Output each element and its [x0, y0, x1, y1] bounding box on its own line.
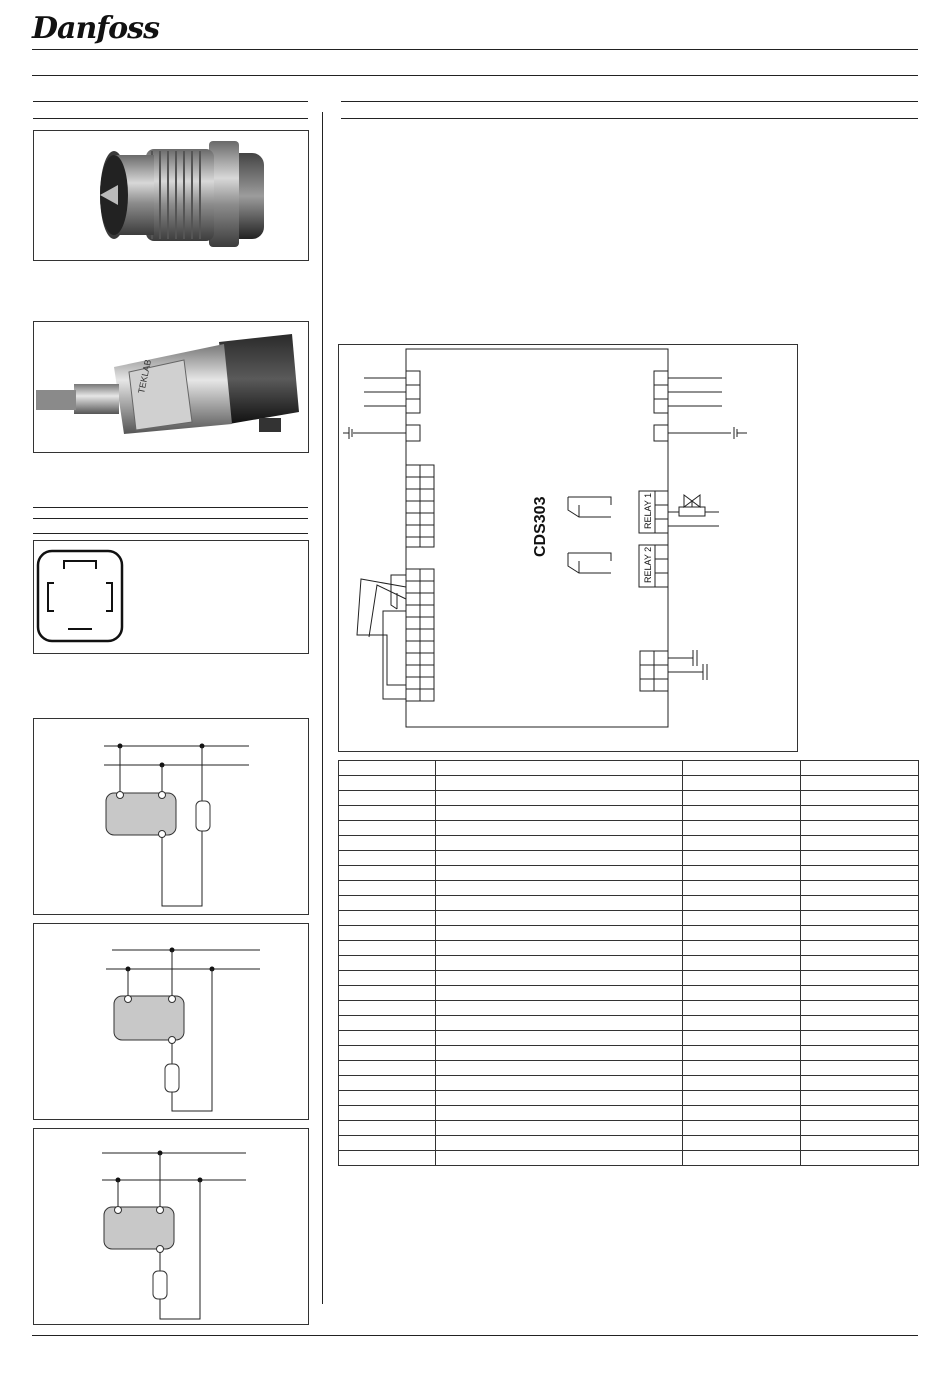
table-row [339, 761, 919, 776]
terminal-table [338, 760, 919, 1166]
header-rule-top [32, 49, 918, 50]
table-cell [801, 986, 919, 1001]
table-cell [683, 896, 801, 911]
table-cell [683, 1106, 801, 1121]
wiring-diagram-1 [33, 718, 309, 915]
table-row [339, 911, 919, 926]
table-cell [801, 1106, 919, 1121]
table-cell [801, 896, 919, 911]
table-cell [339, 1031, 436, 1046]
table-cell [683, 806, 801, 821]
table-cell [801, 1061, 919, 1076]
wiring-diagram-2 [33, 923, 309, 1120]
photo-frame-transmitter [33, 321, 309, 453]
table-cell [339, 1061, 436, 1076]
table-cell [801, 1151, 919, 1166]
table-row [339, 1091, 919, 1106]
right-section-rule-2 [341, 118, 918, 119]
table-cell [436, 806, 683, 821]
table-cell [801, 761, 919, 776]
table-cell [683, 1061, 801, 1076]
table-cell [801, 776, 919, 791]
table-cell [339, 941, 436, 956]
table-cell [801, 1091, 919, 1106]
table-cell [339, 1076, 436, 1091]
table-row [339, 896, 919, 911]
table-cell [339, 1151, 436, 1166]
din-connector-drawing [34, 541, 308, 653]
table-cell [801, 911, 919, 926]
valve-symbol [679, 495, 705, 516]
table-cell [436, 1151, 683, 1166]
table-row [339, 821, 919, 836]
table-cell [339, 761, 436, 776]
table-cell [683, 941, 801, 956]
table-cell [436, 761, 683, 776]
header-rule-bottom [32, 75, 918, 76]
table-row [339, 971, 919, 986]
table-row [339, 926, 919, 941]
terminal-block-lower [406, 569, 434, 701]
table-cell [801, 1046, 919, 1061]
table-cell [339, 866, 436, 881]
table-cell [436, 926, 683, 941]
table-cell [339, 986, 436, 1001]
table-cell [801, 1031, 919, 1046]
connector-section-rule-2 [33, 518, 308, 519]
table-cell [339, 1001, 436, 1016]
footer-rule [32, 1335, 918, 1336]
table-cell [436, 1016, 683, 1031]
column-divider [322, 112, 323, 1304]
table-cell [683, 821, 801, 836]
table-cell [339, 806, 436, 821]
table-cell [683, 1091, 801, 1106]
table-cell [339, 791, 436, 806]
table-row [339, 941, 919, 956]
table-cell [801, 851, 919, 866]
table-cell [436, 971, 683, 986]
table-row [339, 866, 919, 881]
table-row [339, 1136, 919, 1151]
model-label: CDS303 [532, 496, 549, 557]
ground-symbol-left [343, 427, 352, 439]
table-cell [683, 956, 801, 971]
relay-2-label: RELAY 2 [643, 546, 653, 583]
table-cell [683, 986, 801, 1001]
table-cell [436, 986, 683, 1001]
table-cell [801, 1001, 919, 1016]
relay-1-label: RELAY 1 [643, 492, 653, 529]
table-cell [683, 971, 801, 986]
cds303-terminal-diagram [339, 345, 797, 751]
table-cell [801, 791, 919, 806]
table-cell [801, 926, 919, 941]
table-cell [683, 1001, 801, 1016]
table-cell [436, 896, 683, 911]
table-cell [339, 926, 436, 941]
table-cell [801, 806, 919, 821]
relay-contact-symbol-input [357, 575, 406, 699]
table-row [339, 1151, 919, 1166]
table-row [339, 1106, 919, 1121]
table-cell [436, 1031, 683, 1046]
table-cell [801, 956, 919, 971]
table-cell [683, 926, 801, 941]
table-row [339, 791, 919, 806]
connector-frame [33, 540, 309, 654]
table-row [339, 836, 919, 851]
table-cell [436, 941, 683, 956]
terminal-block-upper [406, 465, 434, 547]
table-cell [683, 836, 801, 851]
table-row [339, 806, 919, 821]
table-cell [683, 1076, 801, 1091]
table-cell [339, 1136, 436, 1151]
table-cell [683, 866, 801, 881]
table-cell [339, 956, 436, 971]
table-cell [683, 911, 801, 926]
table-cell [436, 866, 683, 881]
table-cell [436, 1121, 683, 1136]
table-cell [339, 1121, 436, 1136]
table-cell [436, 851, 683, 866]
table-cell [683, 1031, 801, 1046]
table-cell [683, 881, 801, 896]
table-cell [339, 911, 436, 926]
table-cell [683, 761, 801, 776]
table-cell [436, 821, 683, 836]
transmitter-photo [34, 322, 308, 452]
table-cell [436, 956, 683, 971]
pressure-fitting-photo [34, 131, 308, 260]
table-row [339, 1076, 919, 1091]
table-cell [801, 821, 919, 836]
table-cell [436, 881, 683, 896]
table-cell [436, 911, 683, 926]
two-wire-wiring [34, 719, 308, 914]
table-cell [801, 1121, 919, 1136]
table-cell [436, 791, 683, 806]
table-cell [436, 1091, 683, 1106]
table-cell [683, 1046, 801, 1061]
table-cell [801, 1076, 919, 1091]
table-cell [801, 866, 919, 881]
left-section-rule [33, 101, 308, 102]
table-cell [436, 1106, 683, 1121]
terminal-table-body [339, 761, 919, 1166]
table-cell [339, 1046, 436, 1061]
table-cell [683, 791, 801, 806]
table-cell [683, 851, 801, 866]
table-cell [683, 1016, 801, 1031]
table-cell [436, 1136, 683, 1151]
table-cell [683, 1151, 801, 1166]
connector-section-rule [33, 507, 308, 508]
table-cell [683, 1121, 801, 1136]
table-cell [339, 1091, 436, 1106]
table-cell [683, 1136, 801, 1151]
danfoss-logo: Danfoss [32, 11, 159, 46]
table-cell [801, 881, 919, 896]
table-cell [339, 776, 436, 791]
table-cell [436, 776, 683, 791]
table-cell [436, 1001, 683, 1016]
cds303-diagram-frame [338, 344, 798, 752]
table-cell [339, 881, 436, 896]
table-cell [339, 896, 436, 911]
right-section-rule [341, 101, 918, 102]
table-cell [339, 1016, 436, 1031]
capacitor-symbol [668, 650, 707, 680]
table-row [339, 1016, 919, 1031]
table-cell [801, 971, 919, 986]
table-row [339, 776, 919, 791]
ground-symbol-right [734, 427, 747, 439]
table-cell [801, 1016, 919, 1031]
photo-frame-fitting [33, 130, 309, 261]
table-row [339, 1061, 919, 1076]
table-cell [339, 971, 436, 986]
table-row [339, 1046, 919, 1061]
table-cell [801, 941, 919, 956]
table-cell [339, 851, 436, 866]
table-cell [801, 1136, 919, 1151]
table-row [339, 1121, 919, 1136]
svg-text:TEKLAB: TEKLAB [136, 358, 154, 395]
table-row [339, 1031, 919, 1046]
table-cell [436, 1076, 683, 1091]
table-cell [339, 821, 436, 836]
left-section-rule-2 [33, 118, 308, 119]
table-row [339, 986, 919, 1001]
table-row [339, 851, 919, 866]
table-row [339, 956, 919, 971]
table-cell [339, 1106, 436, 1121]
table-cell [436, 1046, 683, 1061]
table-cell [339, 836, 436, 851]
three-wire-wiring-a [34, 924, 308, 1119]
table-cell [683, 776, 801, 791]
table-cell [436, 836, 683, 851]
table-cell [801, 836, 919, 851]
table-cell [436, 1061, 683, 1076]
table-row [339, 1001, 919, 1016]
wiring-diagram-3 [33, 1128, 309, 1325]
connector-section-rule-3 [33, 533, 308, 534]
terminal-block-power [640, 651, 668, 691]
three-wire-wiring-b [34, 1129, 308, 1324]
table-row [339, 881, 919, 896]
